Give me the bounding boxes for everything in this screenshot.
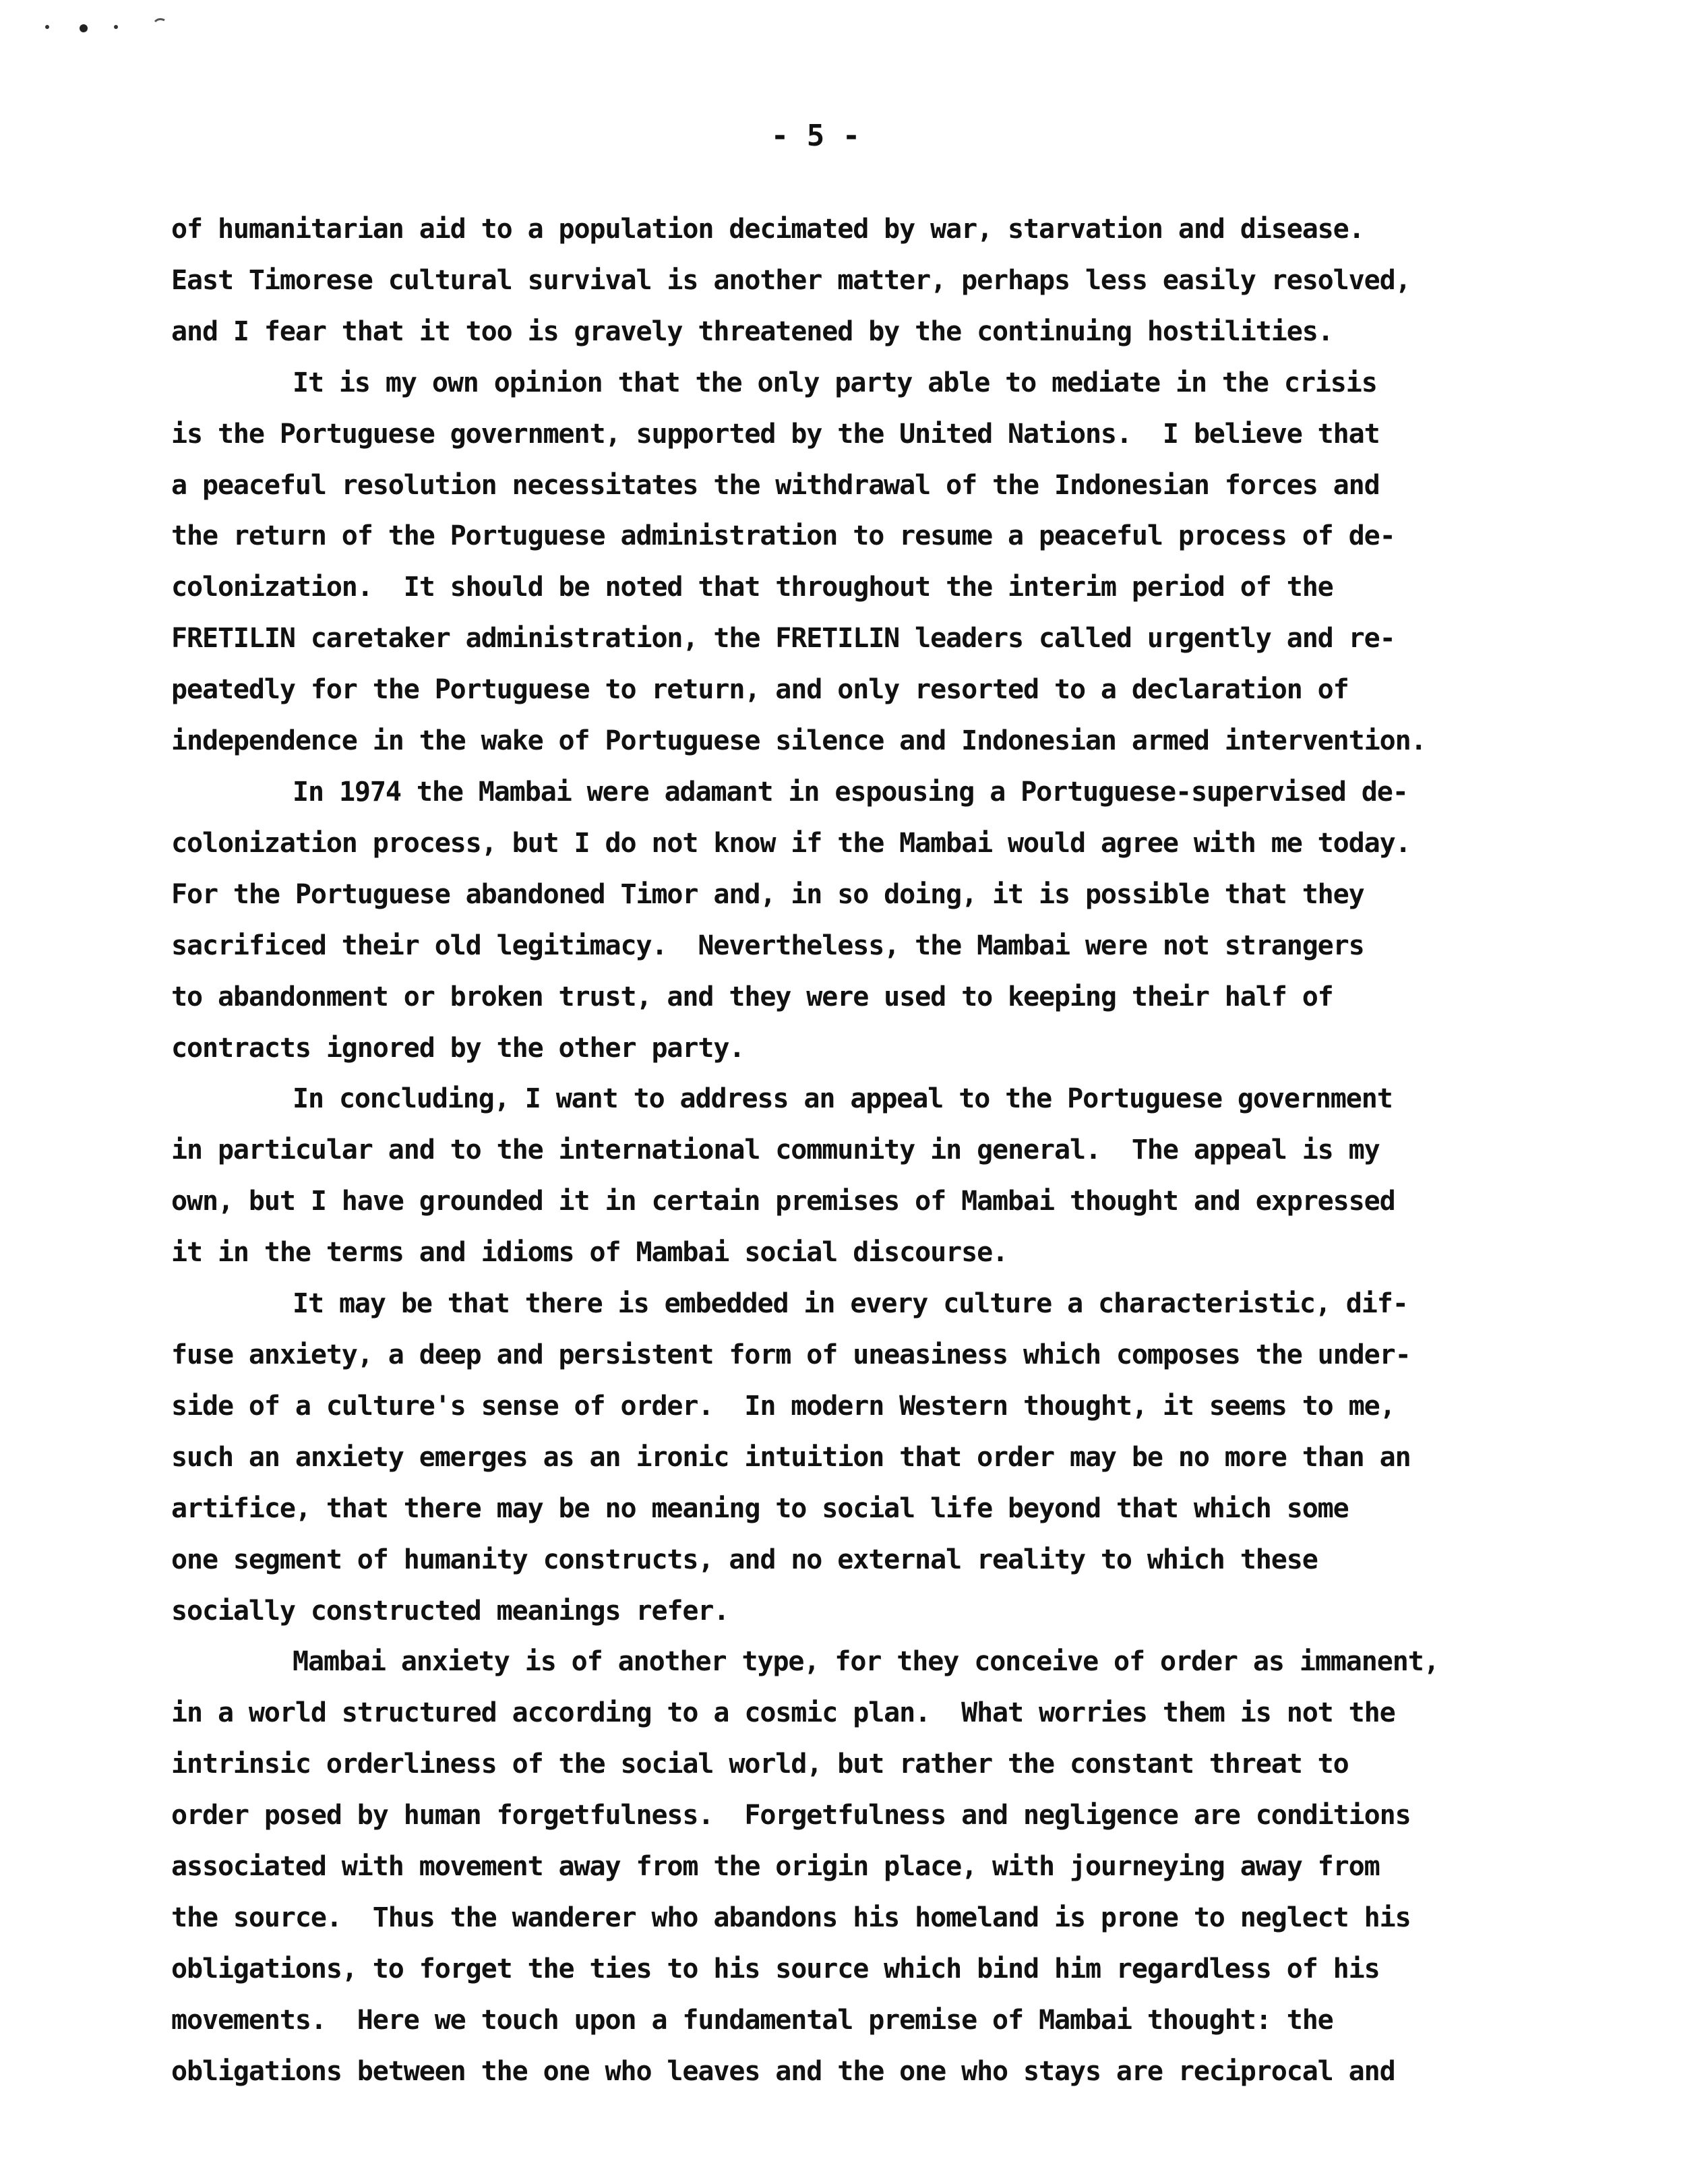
text-line: it in the terms and idioms of Mambai social discourse. [171,1237,1008,1268]
scan-mark-dot [45,25,49,29]
text-line: to abandonment or broken trust, and they were used to keeping their half of [171,981,1333,1012]
text-line: sacrificed their old legitimacy. Nevertheless, the Mambai were not strangers [171,930,1364,961]
text-line: fuse anxiety, a deep and persistent form of uneasiness which composes the under- [171,1339,1411,1370]
text-line: peatedly for the Portuguese to return, and only resorted to a declaration of [171,674,1349,705]
text-line: intrinsic orderliness of the social world, but rather the constant threat to [171,1749,1349,1780]
scan-mark-stroke [155,19,164,22]
text-line: associated with movement away from the origin place, with journeying away from [171,1851,1380,1882]
text-line: own, but I have grounded it in certain premises of Mambai thought and expressed [171,1186,1395,1217]
text-line: obligations, to forget the ties to his source which bind him regardless of his [171,1953,1380,1984]
scan-corner-marks [27,5,189,39]
text-line: colonization process, but I do not know if the Mambai would agree with me today. [171,828,1411,859]
text-line: a peaceful resolution necessitates the withdrawal of the Indonesian forces and [171,470,1380,501]
text-line: For the Portuguese abandoned Timor and, in so doing, it is possible that they [171,879,1364,910]
page-number: - 5 - [770,119,861,153]
text-line: FRETILIN caretaker administration, the FRETILIN leaders called urgently and re- [171,623,1395,654]
text-line: In 1974 the Mambai were adamant in espousing a Portuguese-supervised de- [293,777,1408,808]
text-line: in particular and to the international community in general. The appeal is my [171,1134,1380,1165]
text-line: such an anxiety emerges as an ironic intuition that order may be no more than an [171,1442,1411,1473]
text-line: the source. Thus the wanderer who abandons his homeland is prone to neglect his [171,1902,1411,1933]
text-line: and I fear that it too is gravely threatened by the continuing hostilities. [171,316,1333,347]
text-line: artifice, that there may be no meaning to social life beyond that which some [171,1493,1349,1524]
text-line: is the Portuguese government, supported by the United Nations. I believe that [171,419,1380,450]
text-line: one segment of humanity constructs, and no external reality to which these [171,1544,1318,1575]
text-line: socially constructed meanings refer. [171,1596,729,1627]
text-line: independence in the wake of Portuguese silence and Indonesian armed intervention. [171,725,1426,756]
text-line: movements. Here we touch upon a fundamental premise of Mambai thought: the [171,2005,1333,2036]
text-line: in a world structured according to a cosmic plan. What worries them is not the [171,1697,1395,1728]
text-line: side of a culture's sense of order. In modern Western thought, it seems to me, [171,1391,1395,1422]
text-line: In concluding, I want to address an appeal to the Portuguese government [293,1083,1393,1114]
text-line: colonization. It should be noted that throughout the interim period of the [171,572,1333,603]
text-line: of humanitarian aid to a population decimated by war, starvation and disease. [171,214,1364,245]
text-line: the return of the Portuguese administration to resume a peaceful process of de- [171,520,1395,551]
scan-mark-dot [80,24,88,32]
text-line: East Timorese cultural survival is another matter, perhaps less easily resolved, [171,265,1411,296]
text-line: order posed by human forgetfulness. Forgetfulness and negligence are conditions [171,1800,1411,1831]
text-line: contracts ignored by the other party. [171,1033,745,1064]
text-line: It may be that there is embedded in every culture a characteristic, dif- [293,1288,1408,1319]
scan-mark-dot [114,25,118,29]
text-line: obligations between the one who leaves and the one who stays are reciprocal and [171,2056,1395,2087]
text-line: Mambai anxiety is of another type, for they conceive of order as immanent, [293,1646,1439,1677]
text-line: It is my own opinion that the only party able to mediate in the crisis [293,367,1377,398]
